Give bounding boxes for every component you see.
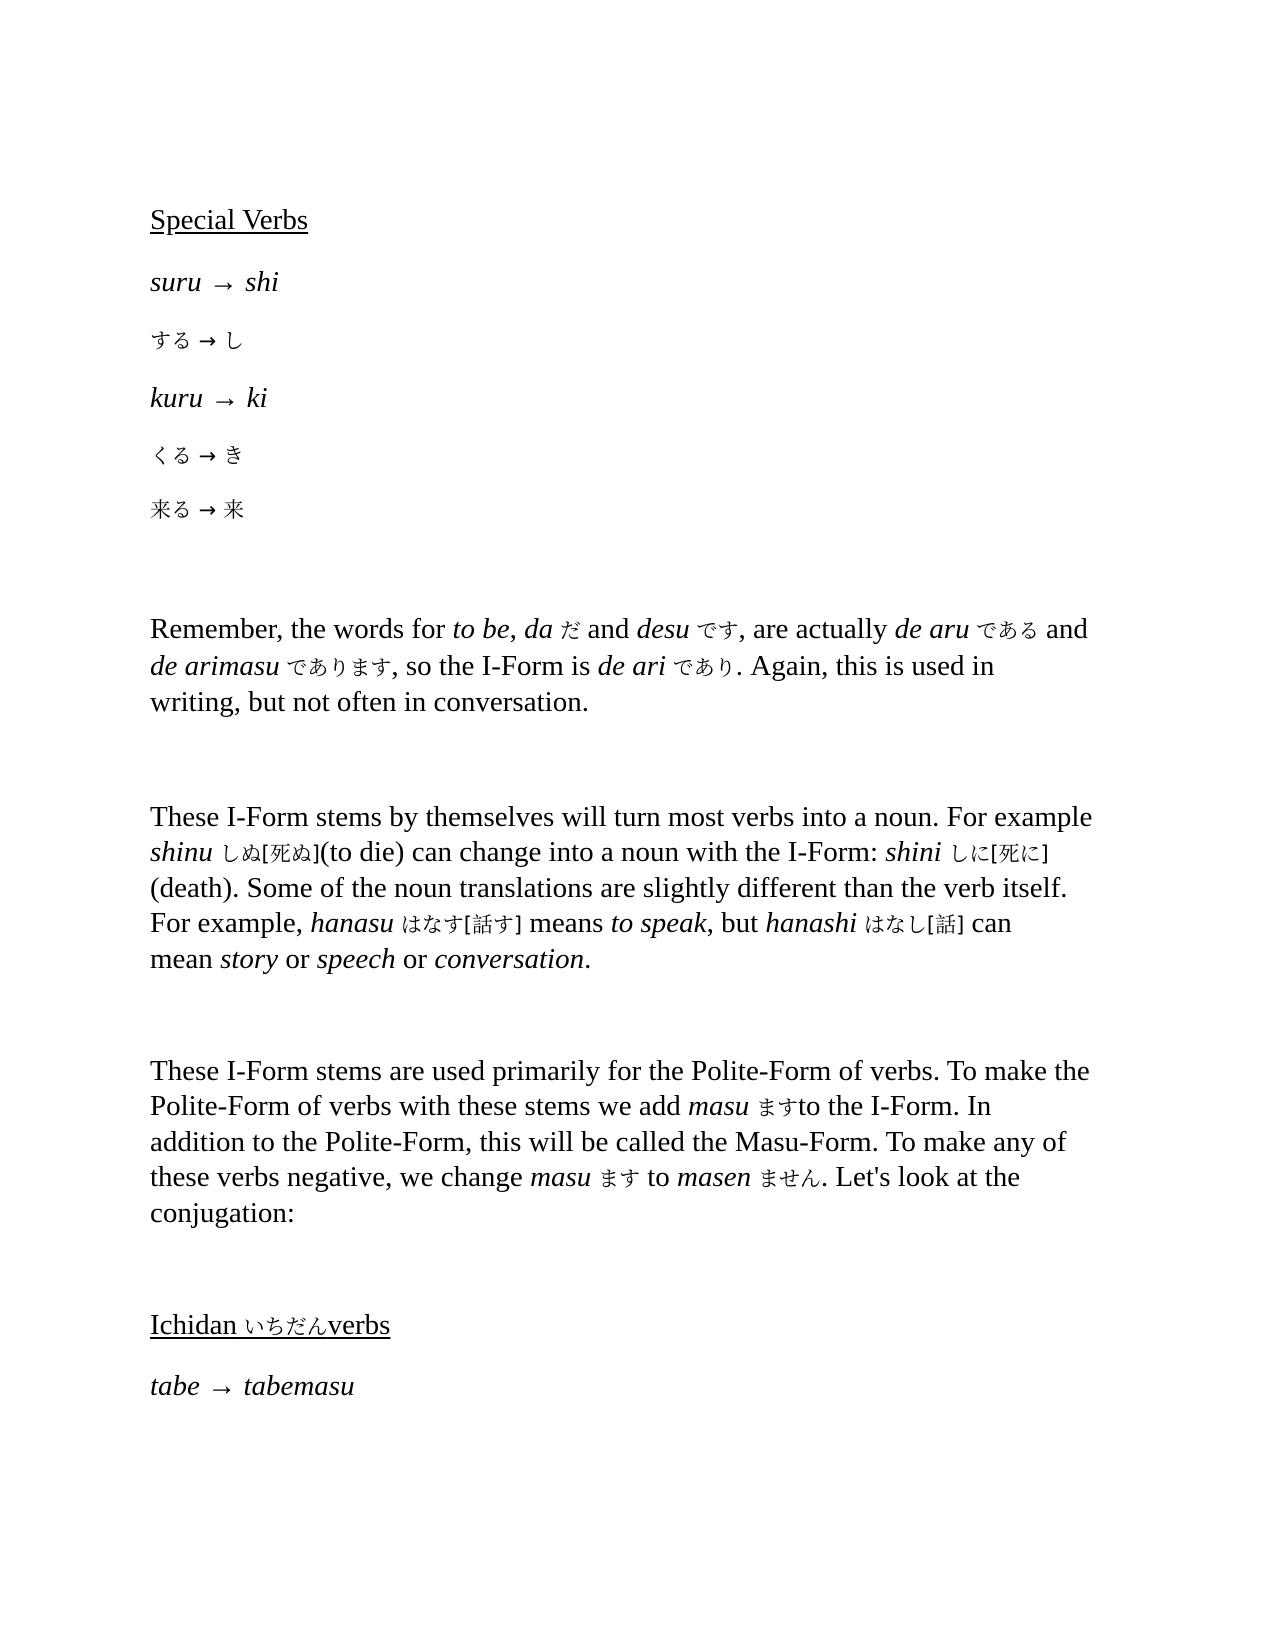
tabemasu-romaji: tabemasu xyxy=(243,1370,355,1402)
arrow: → xyxy=(208,266,238,298)
kuru-romaji: kuru xyxy=(150,382,204,414)
arrow: → xyxy=(207,1370,237,1402)
kuru-romaji-line xyxy=(150,381,268,415)
paragraph-i-form-nouns: These I-Form stems by themselves will turn most verbs into a noun. For example shinu しぬ[死ぬ](to die) can change into a noun with the I-Form: shini しに[死に] (death). Some of the noun translations are slightly different than the verb itself. For example, hanasu はなす[話す] means to speak, but hanashi はなし[話] can mean story or speech or conversation. xyxy=(150,801,1093,975)
ichidan-verbs-heading: Ichidan いちだんverbs xyxy=(150,1309,391,1341)
kuru-kana-line: くる → き xyxy=(150,444,244,468)
suru-kana-line: する → し xyxy=(150,329,244,353)
kuru-kanji-line: 来る → 来 xyxy=(150,498,244,522)
tabe-example-line xyxy=(150,1369,355,1403)
arrow: → xyxy=(210,382,240,414)
ki-romaji: ki xyxy=(246,382,268,414)
paragraph-polite-form: These I-Form stems are used primarily for the Polite-Form of verbs. To make the Polite-Form of verbs with these stems we add masu ますto the I-Form. In addition to the Polite-Form, this will be called the Masu-Form. To make any of these verbs negative, we change masu ます to masen ません. Let's look at the conjugation: xyxy=(150,1055,1090,1229)
suru-romaji-line xyxy=(150,265,279,299)
tabe-romaji: tabe xyxy=(150,1370,200,1402)
suru-romaji: suru xyxy=(150,266,202,298)
special-verbs-heading: Special Verbs xyxy=(150,204,309,236)
shi-romaji: shi xyxy=(245,266,279,298)
paragraph-to-be: Remember, the words for to be, da だ and desu です, are actually de aru である and de arimasu であります, so the I-Form is de ari であり. Again, this is used in writing, but not often in conversation. xyxy=(150,613,1088,718)
